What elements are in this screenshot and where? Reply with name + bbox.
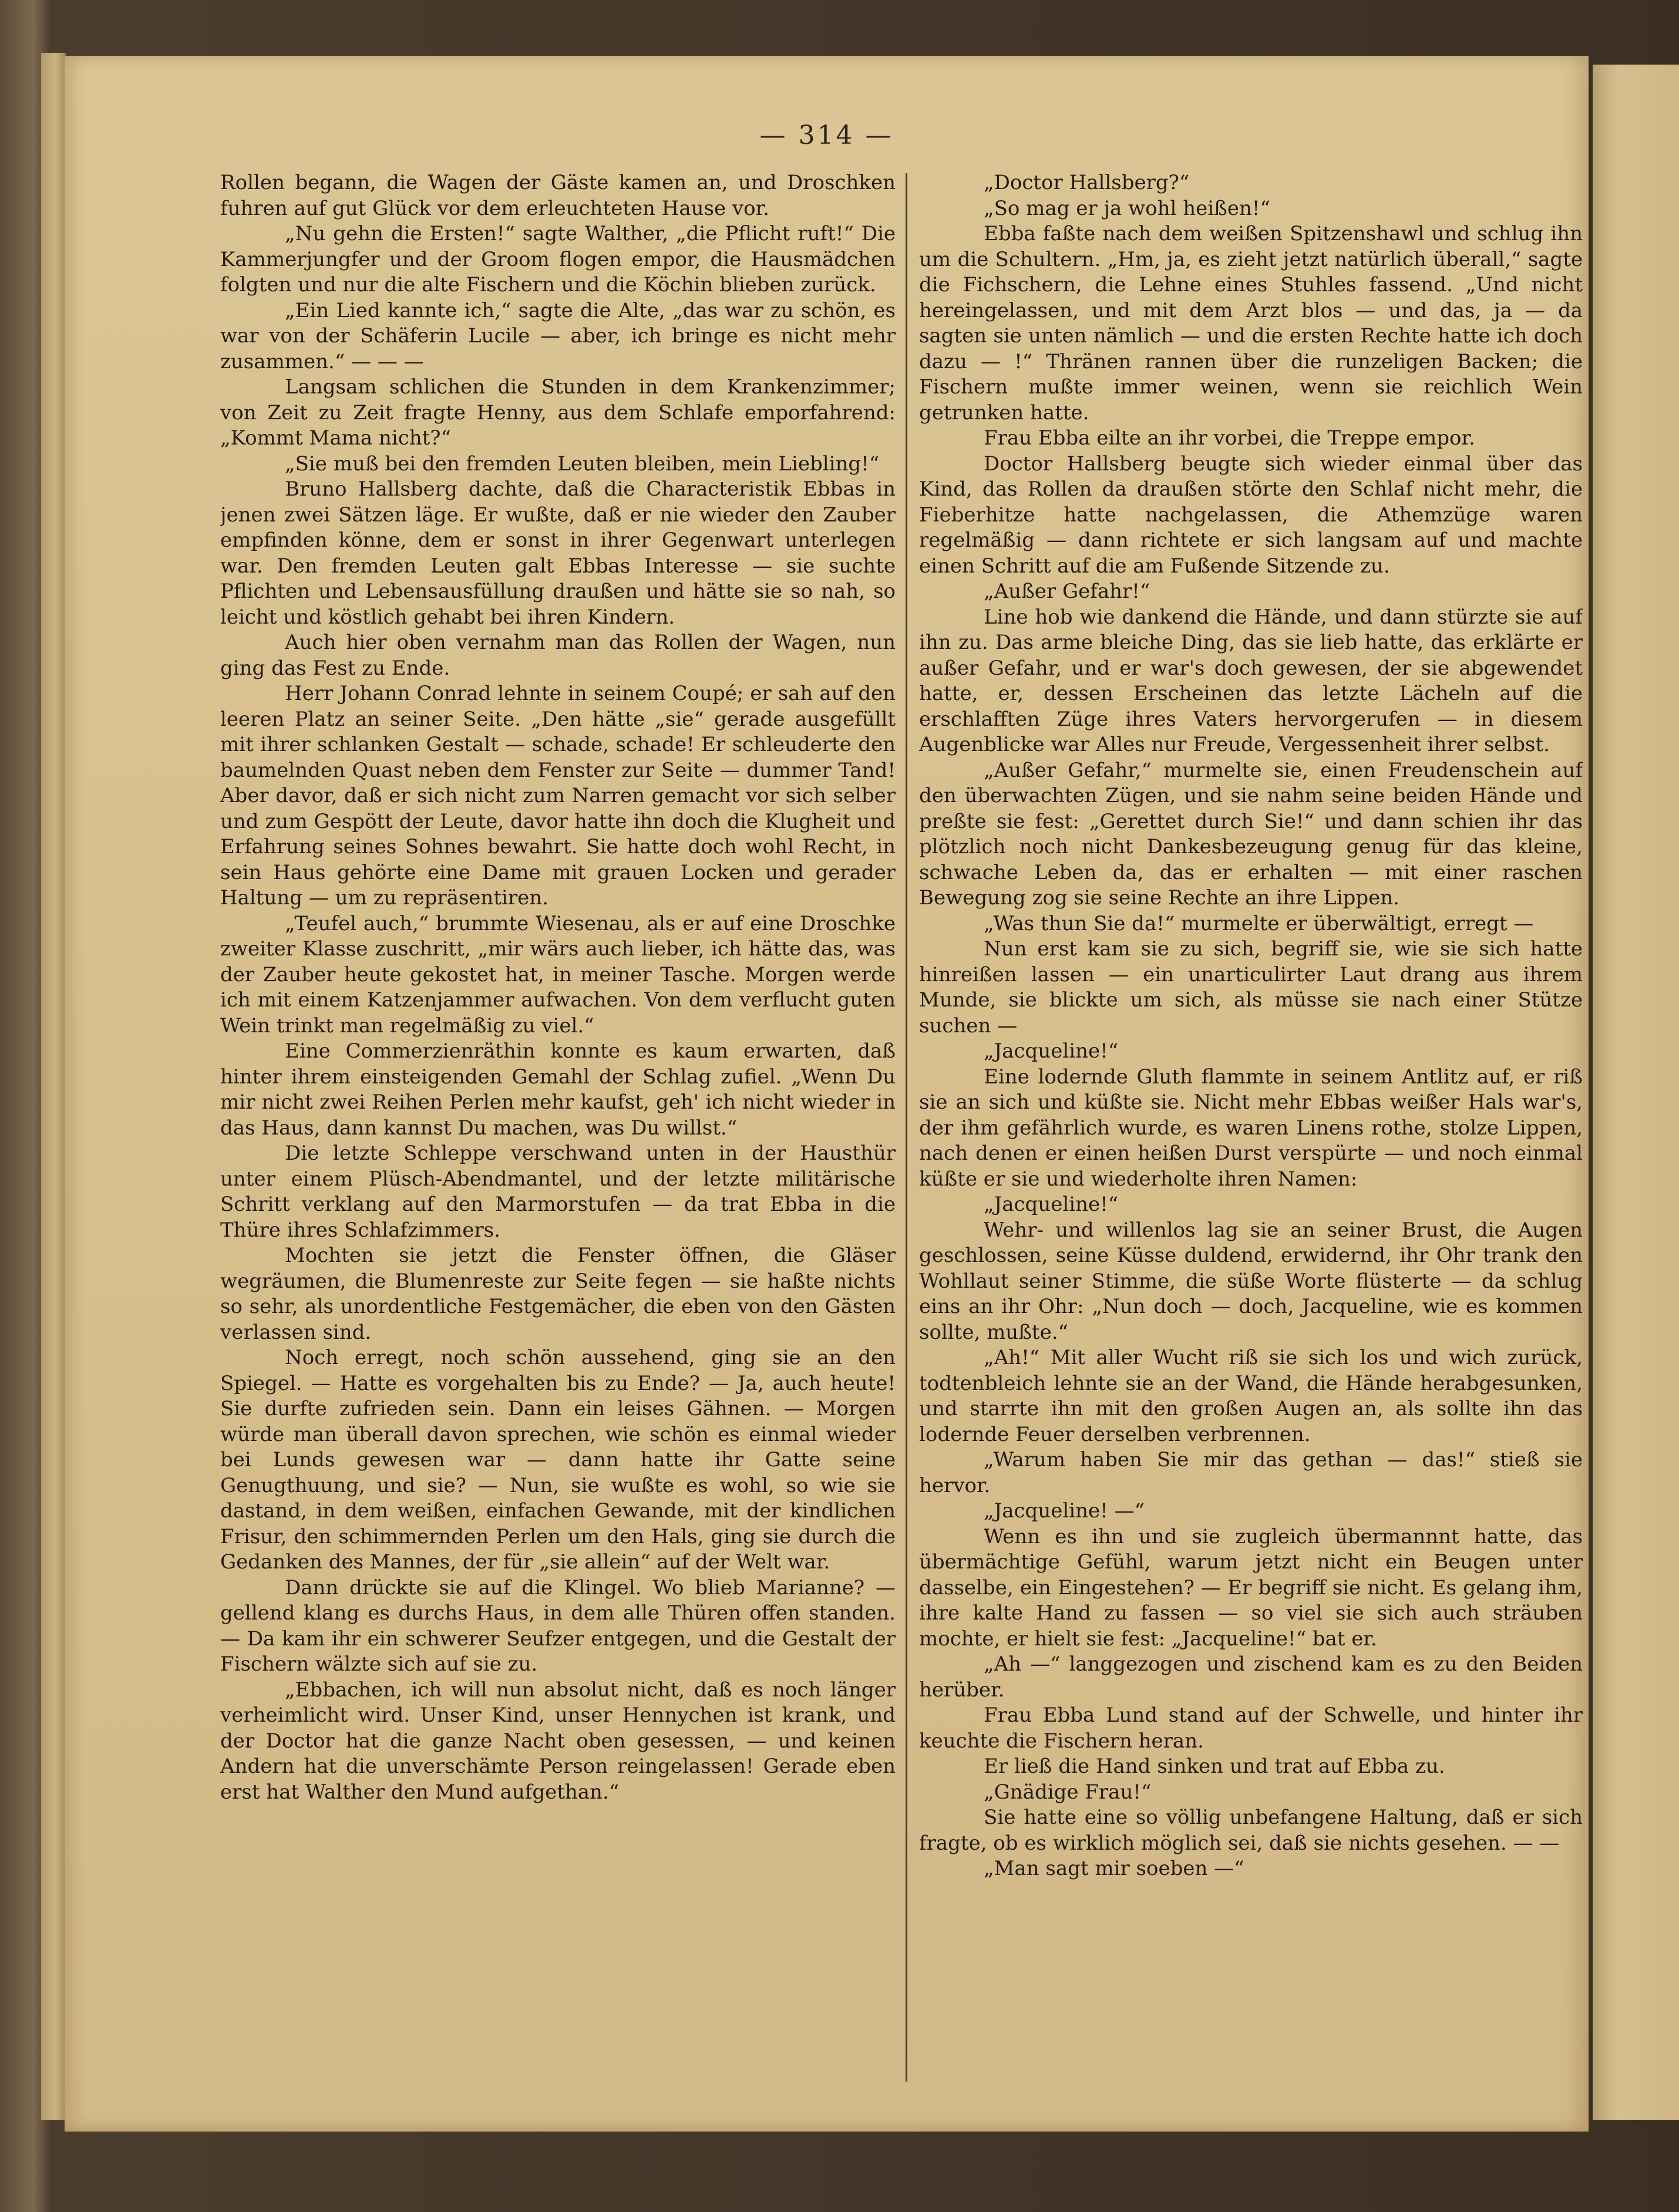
paragraph: Sie hatte eine so völlig unbefangene Haltung, daß er sich fragte, ob es wirklich möglich sei, daß sie nichts gesehen. — — [919, 1806, 1583, 1855]
paragraph: Wehr- und willenlos lag sie an seiner Brust, die Augen geschlossen, seine Küsse duldend, erwidernd, ihr Ohr trank den Wohllaut seiner Stimme, die süße Worte flüsterte — da schlug eins an ihr Ohr: „Nun doch — doch, Jacqueline, wie es kommen sollte, mußte.“ [919, 1218, 1583, 1344]
paragraph: „Doctor Hallsberg?“ [984, 171, 1190, 194]
paragraph: „Ah —“ langgezogen und zischend kam es zu den Beiden herüber. [919, 1652, 1583, 1702]
paragraph: „Man sagt mir soeben —“ [984, 1857, 1244, 1880]
paragraph: „Warum haben Sie mir das gethan — das!“ stieß sie hervor. [919, 1448, 1583, 1497]
paragraph: „Ebbachen, ich will nun absolut nicht, daß es noch länger verheimlicht wird. Unser Kind, unser Hennychen ist krank, und der Doctor hat die ganze Nacht oben gesessen, — und keinen Andern hat die unverschämte Person reingelassen! Gerade eben erst hat Walther den Mund aufgethan.“ [220, 1678, 896, 1804]
paragraph: „Teufel auch,“ brummte Wiesenau, als er auf eine Droschke zweiter Klasse zuschritt, „mir wärs auch lieber, ich hätte das, was der Zauber heute gekostet hat, in meiner Tasche. Morgen werde ich mit einem Katzenjammer aufwachen. Von dem verflucht guten Wein trinkt man regelmäßig zu viel.“ [220, 911, 896, 1038]
paragraph: Wenn es ihn und sie zugleich übermannnt hatte, das übermächtige Gefühl, warum jetzt nicht ein Beugen unter dasselbe, ein Eingestehen? — Er begriff sie nicht. Es gelang ihm, ihre kalte Hand zu fassen — so viel sie sich auch sträuben mochte, er hielt sie fest: „Jacqueline!“ bat er. [919, 1524, 1583, 1651]
paragraph: Eine Commerzienräthin konnte es kaum erwarten, daß hinter ihrem einsteigenden Gemahl der Schlag zufiel. „Wenn Du mir nicht zwei Reihen Perlen mehr kaufst, geh' ich nicht wieder in das Haus, dann kannst Du machen, was Du willst.“ [220, 1039, 896, 1140]
book-page [65, 56, 1589, 2132]
paragraph: Eine lodernde Gluth flammte in seinem Antlitz auf, er riß sie an sich und küßte sie. Nicht mehr Ebbas weißer Hals war's, der ihm gefährlich wurde, es waren Linens rothe, stolze Lippen, nach denen er einen heißen Durst verspürte — und noch einmal küßte er sie und wiederholte ihren Namen: [919, 1065, 1583, 1191]
paragraph: „Sie muß bei den fremden Leuten bleiben, mein Liebling!“ [285, 452, 880, 476]
paragraph: Line hob wie dankend die Hände, und dann stürzte sie auf ihn zu. Das arme bleiche Ding, das sie lieb hatte, das erklärte er außer Gefahr, und er war's doch gewesen, der sie abgewendet hatte, er, dessen Erscheinen das letzte Lächeln auf die erschlafften Züge ihres Vaters hervorgerufen — in diesem Augenblicke war Alles nur Freude, Vergessenheit ihrer selbst. [919, 605, 1583, 756]
paragraph: „Ah!“ Mit aller Wucht riß sie sich los und wich zurück, todtenbleich lehnte sie an der Wand, die Hände herabgesunken, und starrte ihn mit den großen Augen an, als sollte ihn das lodernde Feuer derselben verbrennen. [919, 1346, 1583, 1446]
paragraph: „Jacqueline! —“ [984, 1499, 1145, 1523]
paragraph: Frau Ebba eilte an ihr vorbei, die Treppe empor. [984, 426, 1475, 450]
paragraph: „So mag er ja wohl heißen!“ [984, 196, 1270, 220]
paragraph: Noch erregt, noch schön aussehend, ging sie an den Spiegel. — Hatte es vorgehalten bis zu Ende? — Ja, auch heute! Sie durfte zufrieden sein. Dann ein leises Gähnen. — Morgen würde man überall davon sprechen, wie schön es einmal wieder bei Lunds gewesen war — dann hatte ihr Gatte seine Genugthuung, und sie? — Nun, sie wußte es wohl, so wie sie dastand, in dem weißen, einfachen Gewande, mit der kindlichen Frisur, den schimmernden Perlen um den Hals, ging sie durch die Gedanken des Mannes, der für „sie allein“ auf der Welt war. [220, 1346, 896, 1574]
paragraph: Rollen begann, die Wagen der Gäste kamen an, und Droschken fuhren auf gut Glück vor dem erleuchteten Hause vor. [220, 171, 896, 220]
paragraph: „Außer Gefahr!“ [984, 580, 1150, 603]
paragraph: „Gnädige Frau!“ [984, 1780, 1152, 1804]
paragraph: „Was thun Sie da!“ murmelte er überwältigt, erregt — [984, 911, 1534, 935]
right-text-column [919, 170, 1583, 2049]
paragraph: Doctor Hallsberg beugte sich wieder einmal über das Kind, das Rollen da draußen störte den Schlaf nicht mehr, die Fieberhitze hatte nachgelassen, die Athemzüge waren regelmäßig — dann richtete er sich langsam auf und machte einen Schritt auf die am Fußende Sitzende zu. [919, 452, 1583, 578]
next-page-edge [1593, 65, 1679, 2120]
paragraph: Mochten sie jetzt die Fenster öffnen, die Gläser wegräumen, die Blumenreste zur Seite fegen — sie haßte nichts so sehr, als unordentliche Festgemächer, die eben von den Gästen verlassen sind. [220, 1244, 896, 1344]
paragraph: „Außer Gefahr,“ murmelte sie, einen Freudenschein auf den überwachten Zügen, und sie nahm seine beiden Hände und preßte sie fest: „Gerettet durch Sie!“ und dann schien ihr das plötzlich noch nicht Dankesbezeugung genug für das kleine, schwache Leben da, das er erhalten — mit einer raschen Bewegung zog sie seine Rechte an ihre Lippen. [919, 758, 1583, 910]
paragraph: Frau Ebba Lund stand auf der Schwelle, und hinter ihr keuchte die Fischern heran. [919, 1703, 1583, 1753]
paragraph: Herr Johann Conrad lehnte in seinem Coupé; er sah auf den leeren Platz an seiner Seite. „Den hätte „sie“ gerade ausgefüllt mit ihrer schlanken Gestalt — schade, schade! Er schleuderte den baumelnden Quast neben dem Fenster zur Seite — dummer Tand! Aber davor, daß er sich nicht zum Narren gemacht vor sich selber und zum Gespött der Leute, davor hatte ihn doch die Klugheit und Erfahrung seines Sohnes bewahrt. Sie hatte doch wohl Recht, in sein Haus gehörte eine Dame mit grauen Locken und gerader Haltung — um zu repräsentiren. [220, 682, 896, 910]
paragraph: „Jacqueline!“ [984, 1039, 1119, 1063]
page-number: — 314 — [759, 120, 894, 150]
paragraph: Bruno Hallsberg dachte, daß die Characteristik Ebbas in jenen zwei Sätzen läge. Er wußte, daß er nie wieder den Zauber empfinden könne, dem er sonst in ihrer Gegenwart unterlegen war. Den fremden Leuten galt Ebbas Interesse — sie suchte Pflichten und Lebensausfüllung draußen und hätte sie so nah, so leicht und köstlich gehabt bei ihren Kindern. [220, 477, 896, 629]
paragraph: Ebba faßte nach dem weißen Spitzenshawl und schlug ihn um die Schultern. „Hm, ja, es zieht jetzt natürlich überall,“ sagte die Fichschern, die Lehne eines Stuhles fassend. „Und nicht hereingelassen, und mit dem Arzt blos — und das, ja — da sagten sie unten nämlich — und die ersten Rechte hatte ich doch dazu — !“ Thränen rannen über die runzeligen Backen; die Fischern mußte immer weinen, wenn sie reichlich Wein getrunken hatte. [919, 222, 1583, 425]
paragraph: Er ließ die Hand sinken und trat auf Ebba zu. [984, 1755, 1445, 1778]
paragraph: Die letzte Schleppe verschwand unten in der Hausthür unter einem Plüsch-Abendmantel, und der letzte militärische Schritt verklang auf den Marmorstufen — da trat Ebba in die Thüre ihres Schlafzimmers. [220, 1142, 896, 1242]
paragraph: „Nu gehn die Ersten!“ sagte Walther, „die Pflicht ruft!“ Die Kammerjungfer und der Groom flogen empor, die Hausmädchen folgten und nur die alte Fischern und die Köchin blieben zurück. [220, 222, 896, 297]
paragraph: Dann drückte sie auf die Klingel. Wo blieb Marianne? — gellend klang es durchs Haus, in dem alle Thüren offen standen. — Da kam ihr ein schwerer Seufzer entgegen, und die Gestalt der Fischern wälzte sich auf sie zu. [220, 1575, 896, 1676]
paragraph: „Jacqueline!“ [984, 1193, 1119, 1216]
previous-page-edge [41, 53, 66, 2120]
column-divider [906, 173, 907, 2082]
paragraph: Langsam schlichen die Stunden in dem Krankenzimmer; von Zeit zu Zeit fragte Henny, aus dem Schlafe emporfahrend: „Kommt Mama nicht?“ [220, 375, 896, 450]
paragraph: Nun erst kam sie zu sich, begriff sie, wie sie sich hatte hinreißen lassen — ein unarticulirter Laut drang aus ihrem Munde, sie blickte um sich, als müsse sie nach einer Stütze suchen — [919, 937, 1583, 1038]
paragraph: „Ein Lied kannte ich,“ sagte die Alte, „das war zu schön, es war von der Schäferin Lucile — aber, ich bringe es nicht mehr zusammen.“ — — — [220, 298, 896, 373]
left-text-column [220, 170, 896, 2049]
paragraph: Auch hier oben vernahm man das Rollen der Wagen, nun ging das Fest zu Ende. [220, 631, 896, 680]
